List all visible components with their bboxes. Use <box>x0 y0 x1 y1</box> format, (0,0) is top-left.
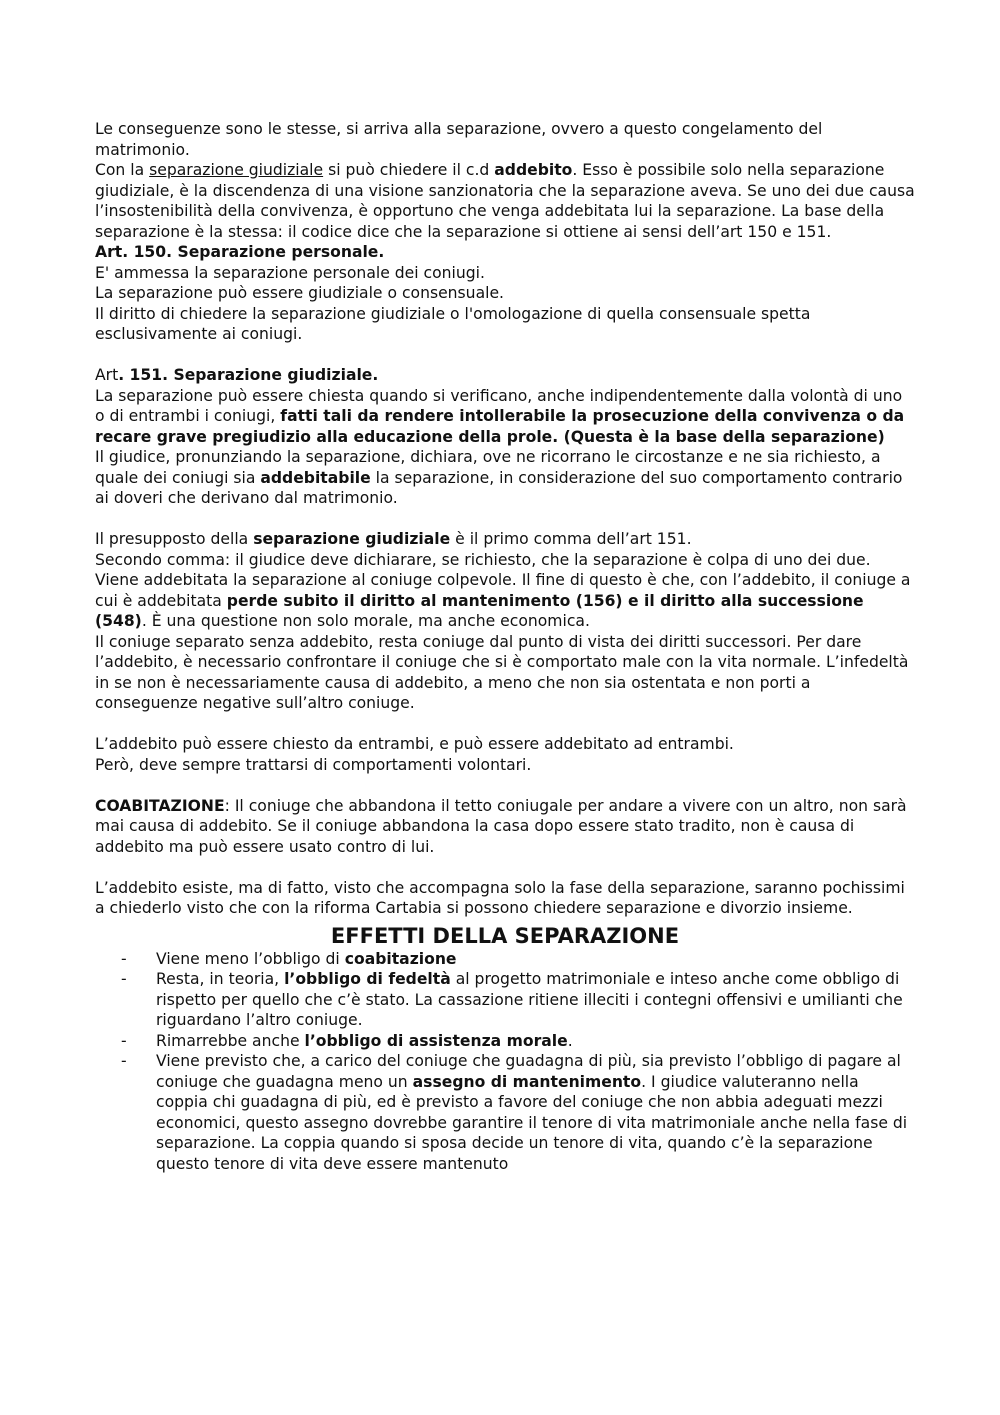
paragraph-coniuge-separato: Il coniuge separato senza addebito, resta coniuge dal punto di vista dei diritti successori. Per dare l’addebito, è necessario confrontare il coniuge che si è comportato male con la vita normale. L’infedeltà in se non è necessariamente causa di addebito, a meno che non sia ostentata e non porti a conseguenze negative sull’altro coniuge. <box>95 632 909 712</box>
spacer <box>95 775 915 796</box>
paragraph-addebito <box>95 160 915 242</box>
article-151-comma-1: La separazione può essere chiesta quando si verificano, anche indipendentemente dalla volontà di uno o di entrambi i coniugi, fatti tali da rendere intollerabile la prosecuzione della convivenza o da recare grave pregiudizio alla educazione della prole. (Questa è la base della separazione) <box>95 386 905 446</box>
article-150-line: La separazione può essere giudiziale o consensuale. <box>95 284 505 302</box>
paragraph-entrambi: L’addebito può essere chiesto da entrambi, e può essere addebitato ad entrambi. <box>95 735 734 753</box>
text-span: . Esso è possibile solo nella separazione giudiziale, è la discendenza di una visione sanzionatoria che la separazione aveva. Se uno dei due causa l’insostenibilità della convivenza, è opportuno che venga addebitata lui la separazione. La base della separazione è la stessa: il codice dice che la separazione si ottiene ai sensi dell’art 150 e 151. <box>95 161 915 241</box>
effects-list <box>95 949 915 1175</box>
section-title: EFFETTI DELLA SEPARAZIONE <box>330 923 680 948</box>
article-151-comma-2: Il giudice, pronunziando la separazione, dichiara, ove ne ricorrano le circostanze e ne sia richiesto, a quale dei coniugi sia addebitabile la separazione, in considerazione del suo comportamento contrario ai doveri che derivano dal matrimonio. <box>95 448 903 507</box>
paragraph-secondo-comma: Secondo comma: il giudice deve dichiarare, se richiesto, che la separazione è colpa di uno dei due. Viene addebitata la separazione al coniuge colpevole. Il fine di questo è che, con l’addebito, il coniuge a cui è addebitata perde subito il diritto al mantenimento (156) e il diritto alla successione (548). È una questione non solo morale, ma anche economica. <box>95 550 911 630</box>
list-item: - Viene previsto che, a carico del coniuge che guadagna di più, sia previsto l’obbligo di pagare al coniuge che guadagna meno un assegno di mantenimento. I giudice valuteranno nella coppia chi guadagna di più, ed è previsto a favore del coniuge che non abbia adeguati mezzi economici, questo assegno dovrebbe garantire il tenore di vita matrimoniale anche nella fase di separazione. La coppia quando si sposa decide un tenore di vita, quando c’è la separazione questo tenore di vita deve essere mantenuto <box>121 1052 908 1173</box>
paragraph-coabitazione: COABITAZIONE: Il coniuge che abbandona il tetto coniugale per andare a vivere con un altro, non sarà mai causa di addebito. Se il coniuge abbandona la casa dopo essere stato tradito, non è causa di addebito ma può essere usato contro di lui. <box>95 796 907 856</box>
list-item: - Viene meno l’obbligo di coabitazione <box>121 949 457 968</box>
dash-bullet: - <box>121 949 127 968</box>
dash-bullet: - <box>121 970 127 988</box>
paragraph-volontari: Però, deve sempre trattarsi di comportamenti volontari. <box>95 755 532 774</box>
spacer <box>95 345 915 366</box>
text-span: si può chiedere il c.d <box>323 161 495 179</box>
article-150-title: Art. 150. Separazione personale. <box>95 243 385 261</box>
list-item: - Resta, in teoria, l’obbligo di fedeltà al progetto matrimoniale e inteso anche come obbligo di rispetto per quello che c’è stato. La cassazione ritiene illeciti i contegni offensivi e umilianti che riguardano l’altro coniuge. <box>121 970 903 1029</box>
underlined-term: separazione giudiziale <box>149 161 324 179</box>
article-150-line: E' ammessa la separazione personale dei coniugi. <box>95 263 485 282</box>
article-151-title: Art. 151. Separazione giudiziale. <box>95 366 379 384</box>
dash-bullet: - <box>121 1052 127 1070</box>
article-150-line: Il diritto di chiedere la separazione giudiziale o l'omologazione di quella consensuale spetta esclusivamente ai coniugi. <box>95 304 811 343</box>
paragraph-intro: Le conseguenze sono le stesse, si arriva alla separazione, ovvero a questo congelamento del matrimonio. <box>95 120 823 159</box>
paragraph-presupposto: Il presupposto della separazione giudiziale è il primo comma dell’art 151. <box>95 530 692 548</box>
document-page <box>95 119 915 1174</box>
list-item: - Rimarrebbe anche l’obbligo di assistenza morale. <box>121 1031 573 1050</box>
paragraph-cartabia: L’addebito esiste, ma di fatto, visto che accompagna solo la fase della separazione, saranno pochissimi a chiederlo visto che con la riforma Cartabia si possono chiedere separazione e divorzio insieme. <box>95 878 905 917</box>
spacer <box>95 509 915 530</box>
spacer <box>95 714 915 735</box>
text-span: Con la <box>95 161 150 179</box>
spacer <box>95 857 915 878</box>
dash-bullet: - <box>121 1031 127 1050</box>
bold-term: addebito <box>494 161 573 179</box>
